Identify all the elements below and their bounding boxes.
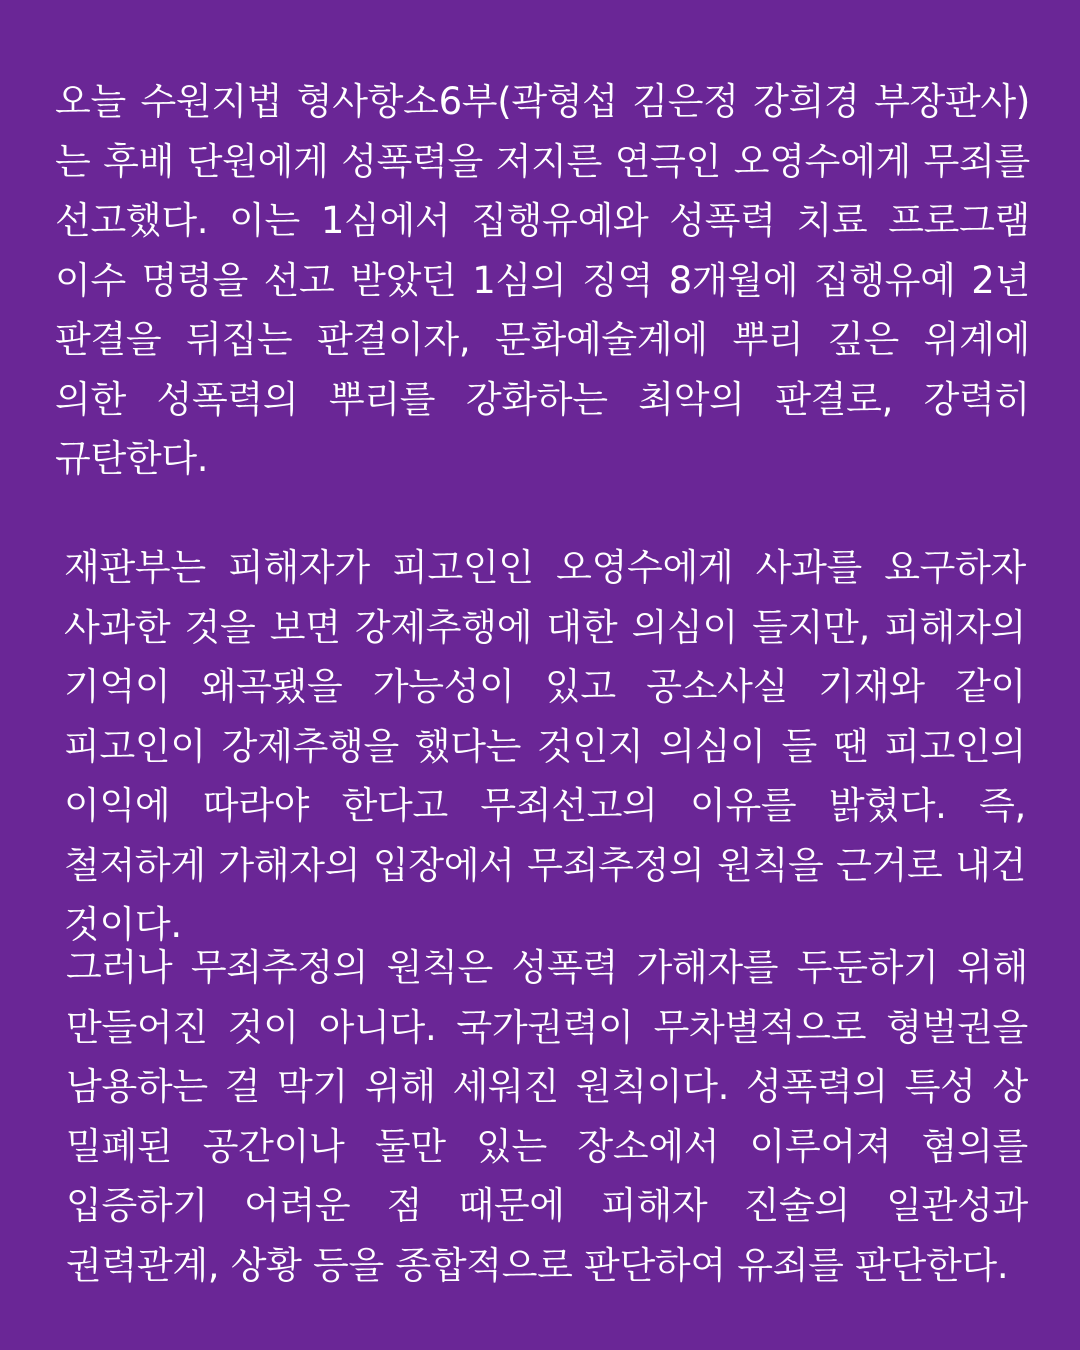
paragraph-verdict-condemnation: 오늘 수원지법 형사항소6부(곽형섭 김은정 강희경 부장판사)는 후배 단원에게 성폭력을 저지른 연극인 오영수에게 무죄를 선고했다. 이는 1심에서 집행유예와 성폭력 치료 프로그램 이수 명령을 선고 받았던 1심의 징역 8개월에 집행유예 2년 판결을 뒤집는 판결이자, 문화예술계에 뿌리 깊은 위계에 의한 성폭력의 뿌리를 강화하는 최악의 판결로, 강력히 규탄한다. — [55, 80, 1030, 480]
paragraph-presumption-of-innocence: 그러나 무죄추정의 원칙은 성폭력 가해자를 두둔하기 위해 만들어진 것이 아니다. 국가권력이 무차별적으로 형벌권을 남용하는 걸 막기 위해 세워진 원칙이다. 성폭력의 특성 상 밀폐된 공간이나 둘만 있는 장소에서 이루어져 혐의를 입증하기 어려운 점 때문에 피해자 진술의 일관성과 권력관계, 상황 등을 종합적으로 판단하여 유죄를 판단한다. — [66, 946, 1028, 1287]
paragraph-court-reasoning: 재판부는 피해자가 피고인인 오영수에게 사과를 요구하자 사과한 것을 보면 강제추행에 대한 의심이 들지만, 피해자의 기억이 왜곡됐을 가능성이 있고 공소사실 기재와 같이 피고인이 강제추행을 했다는 것인지 의심이 들 땐 피고인의 이익에 따라야 한다고 무죄선고의 이유를 밝혔다. 즉, 철저하게 가해자의 입장에서 무죄추정의 원칙을 근거로 내건 것이다. — [64, 546, 1026, 946]
